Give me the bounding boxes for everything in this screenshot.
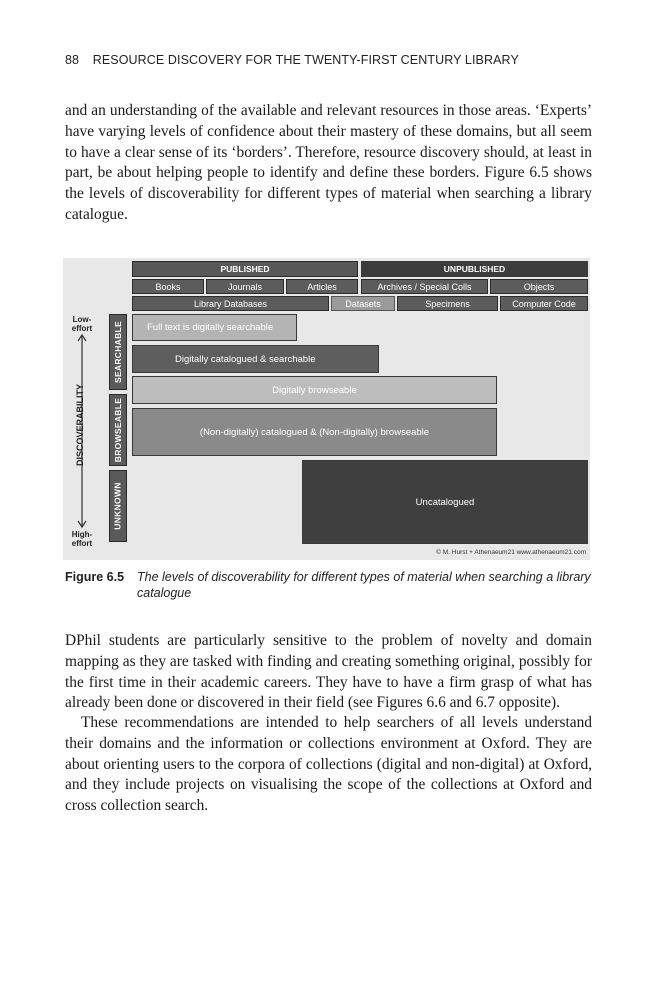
unknown-label: UNKNOWN [109,470,127,542]
high-effort-label: High- effort [71,530,93,548]
unpublished-header: UNPUBLISHED [361,261,588,277]
page-number: 88 [65,53,80,67]
figure-credit: © M. Hurst + Athenaeum21 www.athenaeum21.com [436,549,586,556]
running-header [65,53,519,67]
cell-articles: Articles [286,279,358,294]
intro-paragraph [65,101,592,226]
cell-objects: Objects [490,279,588,294]
body-paragraph-2-text: These recommendations are intended to help searchers of all levels understand their domains and the information or collections environment at Oxford. They are about orienting users to the corpora of collections (digital and non-digital) at Oxford, and they include projects on visualising the scope of the collections at Oxford and cross collection search. [65,714,592,815]
body-paragraph-1 [65,631,592,714]
band-digitally-catalogued: Digitally catalogued & searchable [132,345,379,373]
cell-library-databases: Library Databases [132,296,329,311]
body-paragraph-1-text: DPhil students are particularly sensitive to the problem of novelty and domain mapping as they are tasked with finding and creating something original, possibly for the first time in their academic careers. They have to have a firm grasp of what has already been done or discovered in their field (see Figures 6.6 and 6.7 opposite). [65,632,592,712]
caption-text: The levels of discoverability for different types of material when searching a library catalogue [137,570,591,600]
running-title: RESOURCE DISCOVERY FOR THE TWENTY-FIRST CENTURY LIBRARY [92,53,519,67]
cell-books: Books [132,279,204,294]
discoverability-axis-title: DISCOVERABILITY [75,384,85,467]
low-effort-label: Low- effort [71,315,93,333]
body-paragraph-2 [65,713,592,817]
published-header: PUBLISHED [132,261,358,277]
searchable-label: SEARCHABLE [109,314,127,390]
band-full-text-searchable: Full text is digitally searchable [132,314,297,341]
intro-paragraph-text: and an understanding of the available and relevant resources in those areas. ‘Experts’ have varying levels of confidence about their mastery of these domains, but all seem to have a clear sense of its ‘borders’. Therefore, resource discovery should, at least in part, be about helping people to identify and define these borders. Figure 6.5 shows the levels of discoverability for different types of material when searching a library catalogue. [65,102,592,223]
cell-datasets: Datasets [331,296,395,311]
band-uncatalogued: Uncatalogued [302,460,588,544]
cell-journals: Journals [206,279,284,294]
cell-computer-code: Computer Code [500,296,588,311]
band-non-digital: (Non-digitally) catalogued & (Non-digitally) browseable [132,408,497,456]
figure-caption [65,570,592,601]
caption-label: Figure 6.5 [65,570,125,584]
browseable-label: BROWSEABLE [109,394,127,466]
cell-specimens: Specimens [397,296,498,311]
cell-archives: Archives / Special Colls [361,279,488,294]
discoverability-figure [63,258,590,560]
band-digitally-browseable: Digitally browseable [132,376,497,404]
